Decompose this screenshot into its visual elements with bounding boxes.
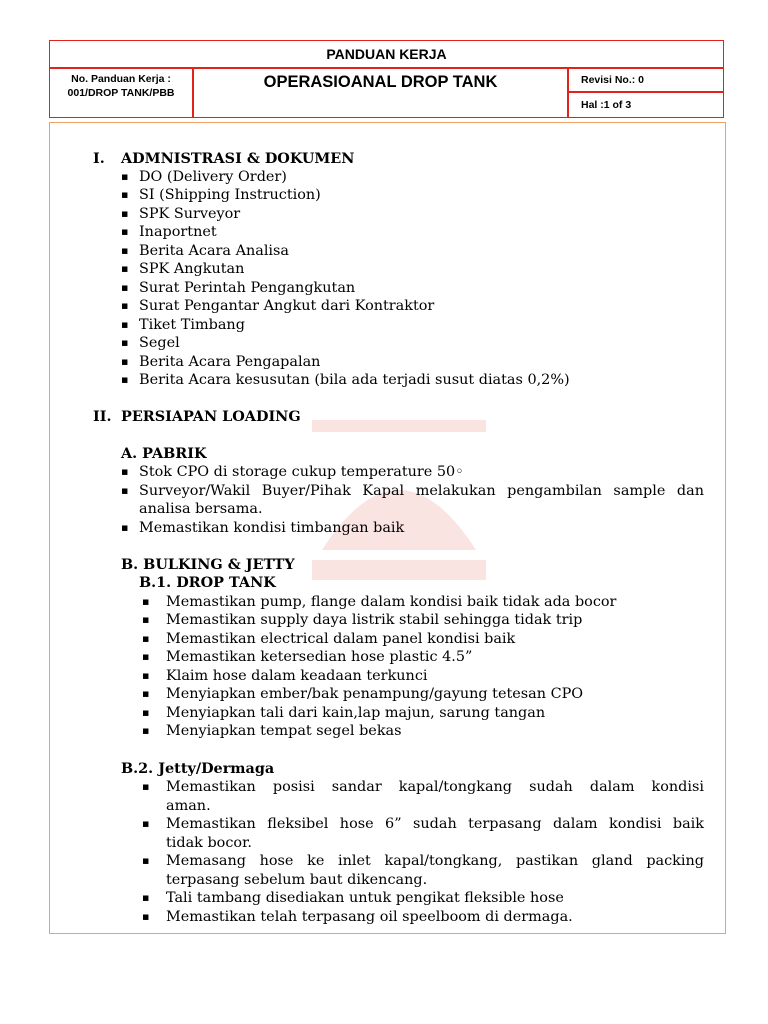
bullet-icon: ▪ xyxy=(121,318,129,331)
bullet-icon: ▪ xyxy=(121,355,129,368)
list-item: Segel xyxy=(139,335,180,351)
list-item: Tiket Timbang xyxy=(139,317,245,333)
doc-number-value: 001/DROP TANK/PBB xyxy=(67,87,175,99)
bullet-icon: ▪ xyxy=(121,299,129,312)
list-item: Klaim hose dalam keadaan terkunci xyxy=(166,668,428,684)
bullet-icon: ▪ xyxy=(121,521,129,534)
list-item-continuation: analisa bersama. xyxy=(139,501,263,517)
list-item-continuation: aman. xyxy=(166,798,211,814)
doc-number-label: No. Panduan Kerja : xyxy=(71,73,171,85)
bullet-icon: ▪ xyxy=(121,373,129,386)
bullet-icon: ▪ xyxy=(142,613,150,626)
bullet-icon: ▪ xyxy=(142,724,150,737)
list-item: Surat Perintah Pengangkutan xyxy=(139,280,356,296)
list-item: Memasang hose ke inlet kapal/tongkang, pastikan gland packing xyxy=(166,853,704,869)
list-item: SPK Surveyor xyxy=(139,206,241,222)
list-item: Berita Acara Pengapalan xyxy=(139,354,321,370)
bullet-icon: ▪ xyxy=(142,669,150,682)
bullet-icon: ▪ xyxy=(121,225,129,238)
header-revision xyxy=(568,68,724,92)
list-item: Surveyor/Wakil Buyer/Pihak Kapal melakukan pengambilan sample dan xyxy=(139,483,704,499)
list-item: Memastikan kondisi timbangan baik xyxy=(139,520,405,536)
watermark-logo xyxy=(312,420,486,590)
bullet-icon: ▪ xyxy=(121,244,129,257)
list-item: Menyiapkan tempat segel bekas xyxy=(166,723,402,739)
bullet-icon: ▪ xyxy=(121,484,129,497)
section-1-number: I. xyxy=(93,150,105,167)
list-item: Surat Pengantar Angkut dari Kontraktor xyxy=(139,298,435,314)
bullet-icon: ▪ xyxy=(121,262,129,275)
section-2-title: PERSIAPAN LOADING xyxy=(121,408,301,425)
list-item: Memastikan telah terpasang oil speelboom di dermaga. xyxy=(166,909,573,925)
bullet-icon: ▪ xyxy=(121,465,129,478)
list-item: Memastikan fleksibel hose 6” sudah terpasang dalam kondisi baik xyxy=(166,816,704,832)
header-doc-number xyxy=(49,68,193,118)
bullet-icon: ▪ xyxy=(121,207,129,220)
section-2-number: II. xyxy=(93,408,112,425)
subsection-b-title: B. BULKING & JETTY xyxy=(121,556,295,573)
document-title: OPERASIOANAL DROP TANK xyxy=(263,73,498,91)
list-item: Berita Acara kesusutan (bila ada terjadi susut diatas 0,2%) xyxy=(139,372,570,388)
list-item: Memastikan posisi sandar kapal/tongkang sudah dalam kondisi xyxy=(166,779,704,795)
bullet-icon: ▪ xyxy=(121,170,129,183)
bullet-icon: ▪ xyxy=(142,632,150,645)
bullet-icon: ▪ xyxy=(142,650,150,663)
bullet-icon: ▪ xyxy=(142,687,150,700)
subsection-b2-title: B.2. Jetty/Dermaga xyxy=(121,760,275,777)
list-item: SI (Shipping Instruction) xyxy=(139,187,321,203)
subsection-a-title: A. PABRIK xyxy=(121,445,207,462)
list-item: DO (Delivery Order) xyxy=(139,169,287,185)
list-item: Tali tambang disediakan untuk pengikat fleksible hose xyxy=(166,890,564,906)
bullet-icon: ▪ xyxy=(142,595,150,608)
list-item: Memastikan supply daya listrik stabil sehingga tidak trip xyxy=(166,612,583,628)
subsection-b1-title: B.1. DROP TANK xyxy=(139,574,276,591)
header-panduan xyxy=(49,40,724,68)
bullet-icon: ▪ xyxy=(142,706,150,719)
list-item: Inaportnet xyxy=(139,224,217,240)
revision-label: Revisi No.: 0 xyxy=(581,74,645,86)
list-item: Stok CPO di storage cukup temperature 50◦ xyxy=(139,464,464,480)
bullet-icon: ▪ xyxy=(142,854,150,867)
bullet-icon: ▪ xyxy=(121,281,129,294)
bullet-icon: ▪ xyxy=(121,336,129,349)
list-item: Memastikan electrical dalam panel kondisi baik xyxy=(166,631,516,647)
panduan-label: PANDUAN KERJA xyxy=(326,46,447,62)
bullet-icon: ▪ xyxy=(142,891,150,904)
list-item: Menyiapkan ember/bak penampung/gayung tetesan CPO xyxy=(166,686,584,702)
section-1-title: ADMNISTRASI & DOKUMEN xyxy=(121,150,355,167)
list-item: SPK Angkutan xyxy=(139,261,245,277)
bullet-icon: ▪ xyxy=(121,188,129,201)
page-label: Hal :1 of 3 xyxy=(581,99,632,111)
list-item: Berita Acara Analisa xyxy=(139,243,289,259)
bullet-icon: ▪ xyxy=(142,910,150,923)
list-item-continuation: terpasang sebelum baut dikencang. xyxy=(166,872,428,888)
list-item: Menyiapkan tali dari kain,lap majun, sarung tangan xyxy=(166,705,546,721)
list-item: Memastikan ketersedian hose plastic 4.5” xyxy=(166,649,473,665)
header-title xyxy=(193,68,568,118)
bullet-icon: ▪ xyxy=(142,780,150,793)
list-item: Memastikan pump, flange dalam kondisi baik tidak ada bocor xyxy=(166,594,617,610)
bullet-icon: ▪ xyxy=(142,817,150,830)
list-item-continuation: tidak bocor. xyxy=(166,835,252,851)
header-page xyxy=(568,92,724,118)
